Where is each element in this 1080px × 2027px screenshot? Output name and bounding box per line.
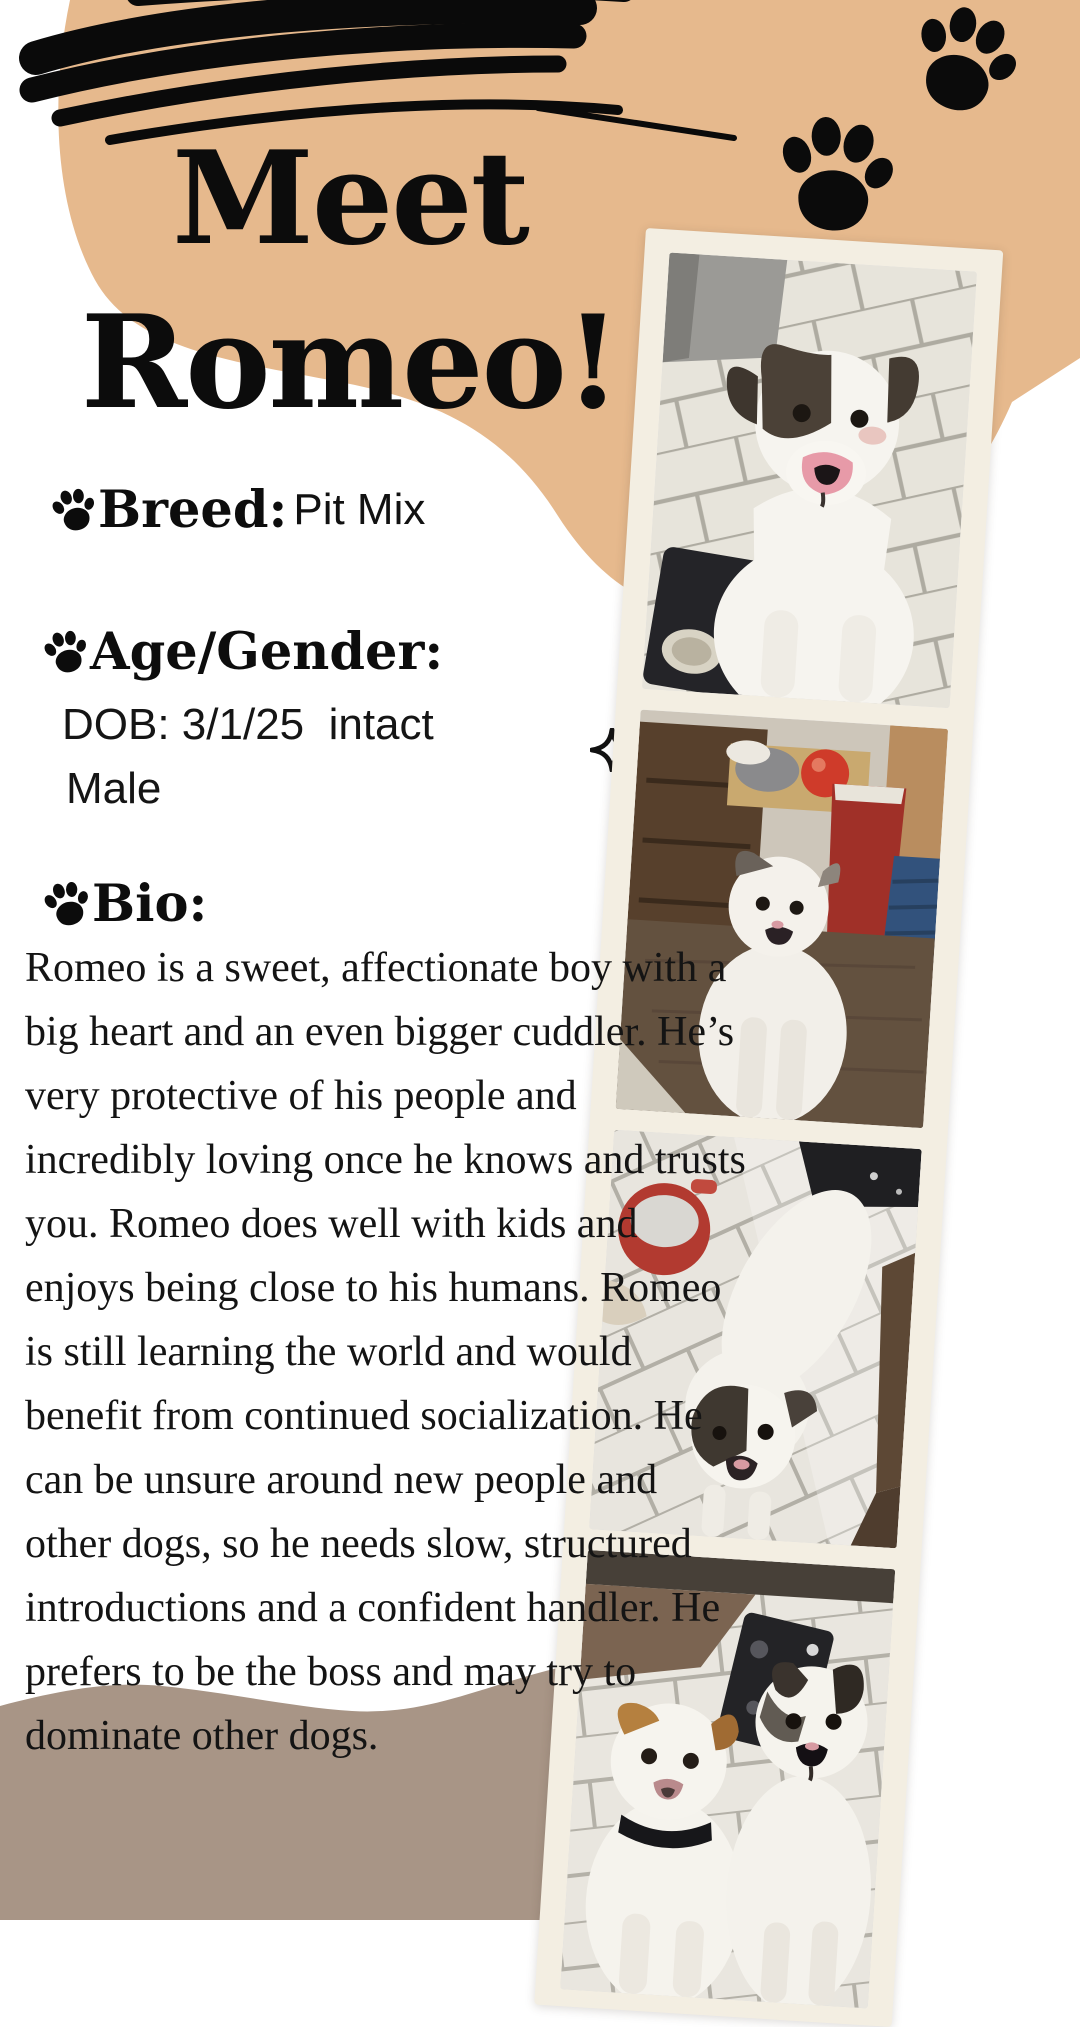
paw-print-icon: [764, 104, 901, 244]
paw-icon: [45, 482, 101, 538]
dob-value: DOB: 3/1/25 intact: [62, 700, 434, 749]
paw-icon: [37, 875, 95, 933]
page-title: [30, 118, 670, 446]
paw-icon: [37, 624, 93, 680]
title-line-2: Romeo!: [80, 287, 620, 438]
age-gender-label: Age/Gender:: [90, 622, 444, 682]
bio-label: Bio:: [92, 874, 208, 934]
title-line-1: Meet: [172, 124, 528, 274]
age-gender-section: [42, 622, 443, 682]
bio-paragraph: Romeo is a sweet, affectionate boy with a big heart and an even bigger cuddler. He’s very protective of his people and incredibly loving once he knows and trusts you. Romeo does well with kids and enjoys being close to his humans. Romeo is still learning the world and would benefit from continued socialization. He can be unsure around new people and other dogs, so he needs slow, structured introductions and a confident handler. He prefers to be the boss and may try to dominate other dogs.: [25, 945, 746, 1759]
breed-value: Pit Mix: [293, 485, 426, 534]
dog-photo-1: [642, 253, 977, 708]
breed-label: Breed:: [98, 480, 288, 540]
gender-value: Male: [66, 764, 162, 813]
bio-section: [42, 874, 207, 934]
breed-section: [50, 480, 425, 540]
